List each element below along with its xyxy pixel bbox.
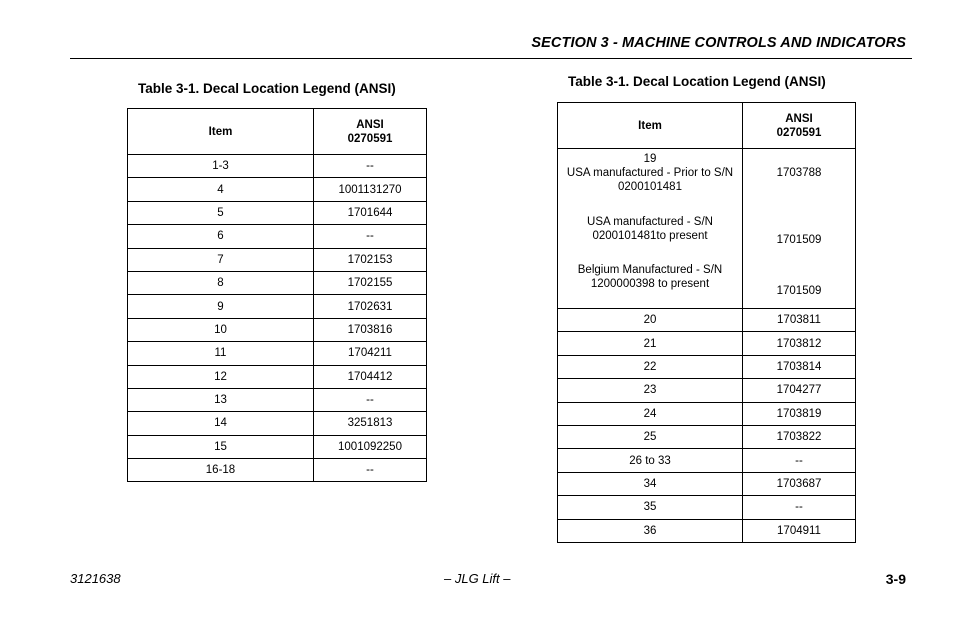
- table-row: [558, 355, 856, 378]
- ansi-cell: 1703687: [743, 472, 856, 495]
- header-rule: [70, 58, 912, 59]
- right-table-caption: Table 3-1. Decal Location Legend (ANSI): [568, 74, 826, 89]
- item-19-line3a: Belgium Manufactured - S/N: [577, 264, 723, 276]
- item-cell: 9: [128, 295, 314, 318]
- item-cell: 16-18: [128, 459, 314, 482]
- table-row: [558, 309, 856, 332]
- ansi-cell: 1704277: [743, 379, 856, 402]
- item-19-value3: 1701509: [776, 285, 822, 297]
- table-row: [558, 496, 856, 519]
- table-row: [128, 412, 427, 435]
- ansi-cell: --: [314, 225, 427, 248]
- table-header-row: [558, 103, 856, 149]
- ansi-cell: 1703816: [314, 318, 427, 341]
- ansi-cell: 1702155: [314, 271, 427, 294]
- ansi-cell: --: [743, 449, 856, 472]
- table-header-row: [128, 109, 427, 155]
- ansi-cell: 1701644: [314, 201, 427, 224]
- item-19-cell: [558, 149, 743, 309]
- ansi-cell: 1703822: [743, 425, 856, 448]
- ansi-cell: 1704911: [743, 519, 856, 542]
- table-row: [558, 425, 856, 448]
- table-row: [558, 402, 856, 425]
- item-cell: 12: [128, 365, 314, 388]
- item-19-line1b: 0200101481: [618, 181, 682, 193]
- item-cell: 7: [128, 248, 314, 271]
- section-title: SECTION 3 - MACHINE CONTROLS AND INDICATORS: [531, 35, 906, 51]
- col-item-header: Item: [128, 109, 314, 155]
- table-row: [128, 225, 427, 248]
- table-row: [128, 318, 427, 341]
- item-cell: 34: [558, 472, 743, 495]
- item-cell: 8: [128, 271, 314, 294]
- left-decal-table: [127, 108, 427, 482]
- ansi-cell: 1703814: [743, 355, 856, 378]
- table-row: [128, 295, 427, 318]
- item-19-value2: 1701509: [776, 234, 822, 246]
- item-cell: 1-3: [128, 155, 314, 178]
- item-cell: 13: [128, 388, 314, 411]
- left-table-caption: Table 3-1. Decal Location Legend (ANSI): [138, 81, 396, 96]
- col-ansi-header: [743, 103, 856, 149]
- table-row: [128, 459, 427, 482]
- ansi-number: 0270591: [776, 126, 822, 139]
- col-item-header: Item: [558, 103, 743, 149]
- item-cell: 5: [128, 201, 314, 224]
- item-cell: 4: [128, 178, 314, 201]
- ansi-label: ANSI: [356, 118, 384, 131]
- table-row: [128, 435, 427, 458]
- table-row: [128, 388, 427, 411]
- ansi-cell: 1001131270: [314, 178, 427, 201]
- col-ansi-header: [314, 109, 427, 155]
- table-row: [558, 449, 856, 472]
- ansi-label: ANSI: [785, 112, 813, 125]
- ansi-cell: --: [314, 388, 427, 411]
- ansi-cell: 1703811: [743, 309, 856, 332]
- table-row: [128, 155, 427, 178]
- ansi-cell: 1702631: [314, 295, 427, 318]
- table-row: [558, 472, 856, 495]
- item-cell: 25: [558, 425, 743, 448]
- table-row: [128, 342, 427, 365]
- table-row: [128, 271, 427, 294]
- item-cell: 22: [558, 355, 743, 378]
- ansi-cell: --: [743, 496, 856, 519]
- item-cell: 36: [558, 519, 743, 542]
- table-row: [128, 178, 427, 201]
- ansi-cell: 3251813: [314, 412, 427, 435]
- item-cell: 20: [558, 309, 743, 332]
- ansi-cell: 1702153: [314, 248, 427, 271]
- ansi-cell: --: [314, 155, 427, 178]
- document-number: 3121638: [70, 571, 121, 586]
- item-19-line1a: USA manufactured - Prior to S/N: [566, 167, 734, 179]
- item-cell: 35: [558, 496, 743, 519]
- item-cell: 11: [128, 342, 314, 365]
- item-cell: 10: [128, 318, 314, 341]
- table-row: [128, 248, 427, 271]
- table-row: [558, 332, 856, 355]
- table-row: [128, 201, 427, 224]
- item-cell: 6: [128, 225, 314, 248]
- item-cell: 15: [128, 435, 314, 458]
- item-cell: 26 to 33: [558, 449, 743, 472]
- item-19-line2b: 0200101481to present: [592, 230, 708, 242]
- table-row: [128, 365, 427, 388]
- ansi-cell: --: [314, 459, 427, 482]
- item-cell: 24: [558, 402, 743, 425]
- ansi-cell: 1704412: [314, 365, 427, 388]
- right-decal-table: [557, 102, 856, 543]
- item-cell: 14: [128, 412, 314, 435]
- item-cell: 23: [558, 379, 743, 402]
- item-19-value1: 1703788: [776, 167, 822, 179]
- ansi-cell: 1704211: [314, 342, 427, 365]
- item-19-values-cell: [743, 149, 856, 309]
- ansi-cell: 1001092250: [314, 435, 427, 458]
- item-cell: 21: [558, 332, 743, 355]
- footer-brand: – JLG Lift –: [444, 571, 511, 586]
- ansi-number: 0270591: [347, 132, 393, 145]
- ansi-cell: 1703819: [743, 402, 856, 425]
- table-row-item-19: [558, 149, 856, 309]
- item-19-line2a: USA manufactured - S/N: [587, 216, 713, 228]
- page-number: 3-9: [885, 571, 906, 587]
- ansi-cell: 1703812: [743, 332, 856, 355]
- item-19-number: 19: [643, 153, 657, 165]
- table-row: [558, 379, 856, 402]
- item-19-line3b: 1200000398 to present: [590, 278, 710, 290]
- table-row: [558, 519, 856, 542]
